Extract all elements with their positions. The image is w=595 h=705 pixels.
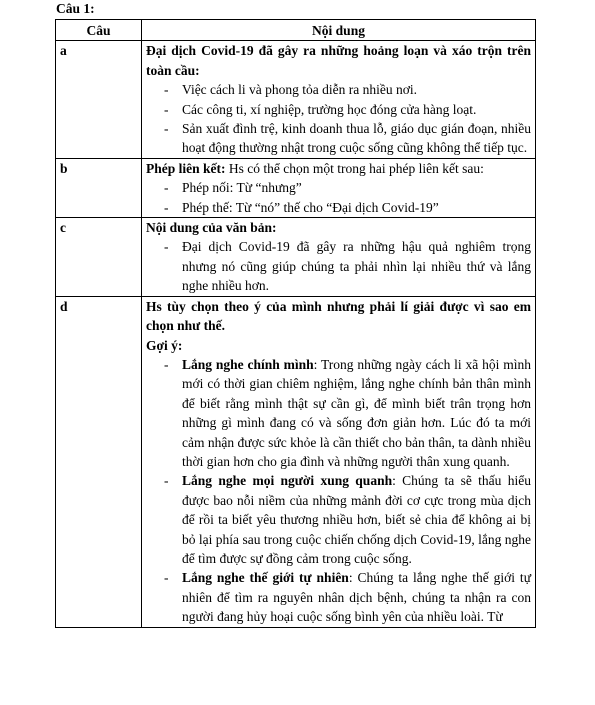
row-title [146,159,531,178]
item-lead: Lắng nghe thế giới tự nhiên [182,570,349,586]
bullet-list [146,355,531,627]
question-heading: Câu 1: [56,1,95,16]
answer-table [55,19,536,628]
table-header-row [56,20,536,41]
bullet-list [146,80,531,158]
bullet-list [146,237,531,295]
list-item: - Sản xuất đình trệ, kinh doanh thua lỗ, giáo dục gián đoạn, nhiều hoạt động thường nhật trong cuộc sống cũng không thể tiếp tục. [146,119,531,158]
row-content [142,218,536,297]
list-item: - Việc cách li và phong tỏa diễn ra nhiều nơi. [146,80,531,99]
row-key: a [56,41,142,158]
row-title: Hs tùy chọn theo ý của mình nhưng phải lí giải được vì sao em chọn như thế. [146,298,531,334]
row-content [142,41,536,158]
row-title: Đại dịch Covid-19 đã gây ra những hoảng loạn và xáo trộn trên toàn cầu: [146,43,531,78]
column-header-question: Câu [56,20,142,41]
item-text: : Trong những ngày cách li xã hội mình mới có thời gian chiêm nghiệm, lắng nghe chính bản thân mình để biết rằng mình thật sự cần gì, để mình biết trân trọng hơn những gì mình đang có và sống đơn giản hơn. Lúc đó ta mới cảm nhận được sức khỏe là cần thiết cho bản thân, ta dành nhiều thời gian hơn cho gia đình và những người thân xung quanh. [182,356,531,469]
table-row-a [56,41,536,158]
list-item [146,471,531,568]
item-text: : Chúng ta sẽ thấu hiểu được bao nỗi niềm của những mảnh đời cơ cực trong mùa dịch để rồi ta biết yêu thương nhiều hơn, biết sẻ chia để không ai bị bỏ lại phía sau trong cuộc chiến chống dịch Covid-19, lắng nghe để tìm được sự đồng cảm trong cuộc sống. [182,473,532,566]
row-content [142,158,536,217]
list-item [146,355,531,471]
list-item: - Các công ti, xí nghiệp, trường học đóng cửa hàng loạt. [146,100,531,119]
table-row-c [56,218,536,297]
item-lead: Lắng nghe mọi người xung quanh [182,473,393,489]
list-item: - Phép thế: Từ “nó” thế cho “Đại dịch Covid-19” [146,198,531,217]
column-header-content: Nội dung [142,20,536,41]
row-title: Nội dung của văn bản: [146,220,277,236]
row-key: b [56,158,142,217]
table-row-b [56,158,536,217]
row-key: c [56,218,142,297]
row-title-rest: Hs có thể chọn một trong hai phép liên kết sau: [225,160,484,176]
bullet-list [146,178,531,217]
row-subtitle: Gợi ý: [146,337,183,353]
list-item: - Đại dịch Covid-19 đã gây ra những hậu quả nghiêm trọng nhưng nó cũng giúp chúng ta phải nhìn lại nhiều thứ và lắng nghe nhiều hơn. [146,237,531,295]
item-lead: Lắng nghe chính mình [182,356,314,372]
row-key: d [56,296,142,627]
row-content [142,296,536,627]
row-title-bold: Phép liên kết: [146,160,226,176]
list-item: - Phép nối: Từ “nhưng” [146,178,531,197]
list-item [146,568,531,626]
item-text: : Chúng ta lắng nghe thế giới tự nhiên để tìm ra nguyên nhân dịch bệnh, chúng ta nhận ra con người đang hủy hoại cuộc sống bình yên của nhiều loài. Từ [182,570,532,625]
table-row-d [56,296,536,627]
